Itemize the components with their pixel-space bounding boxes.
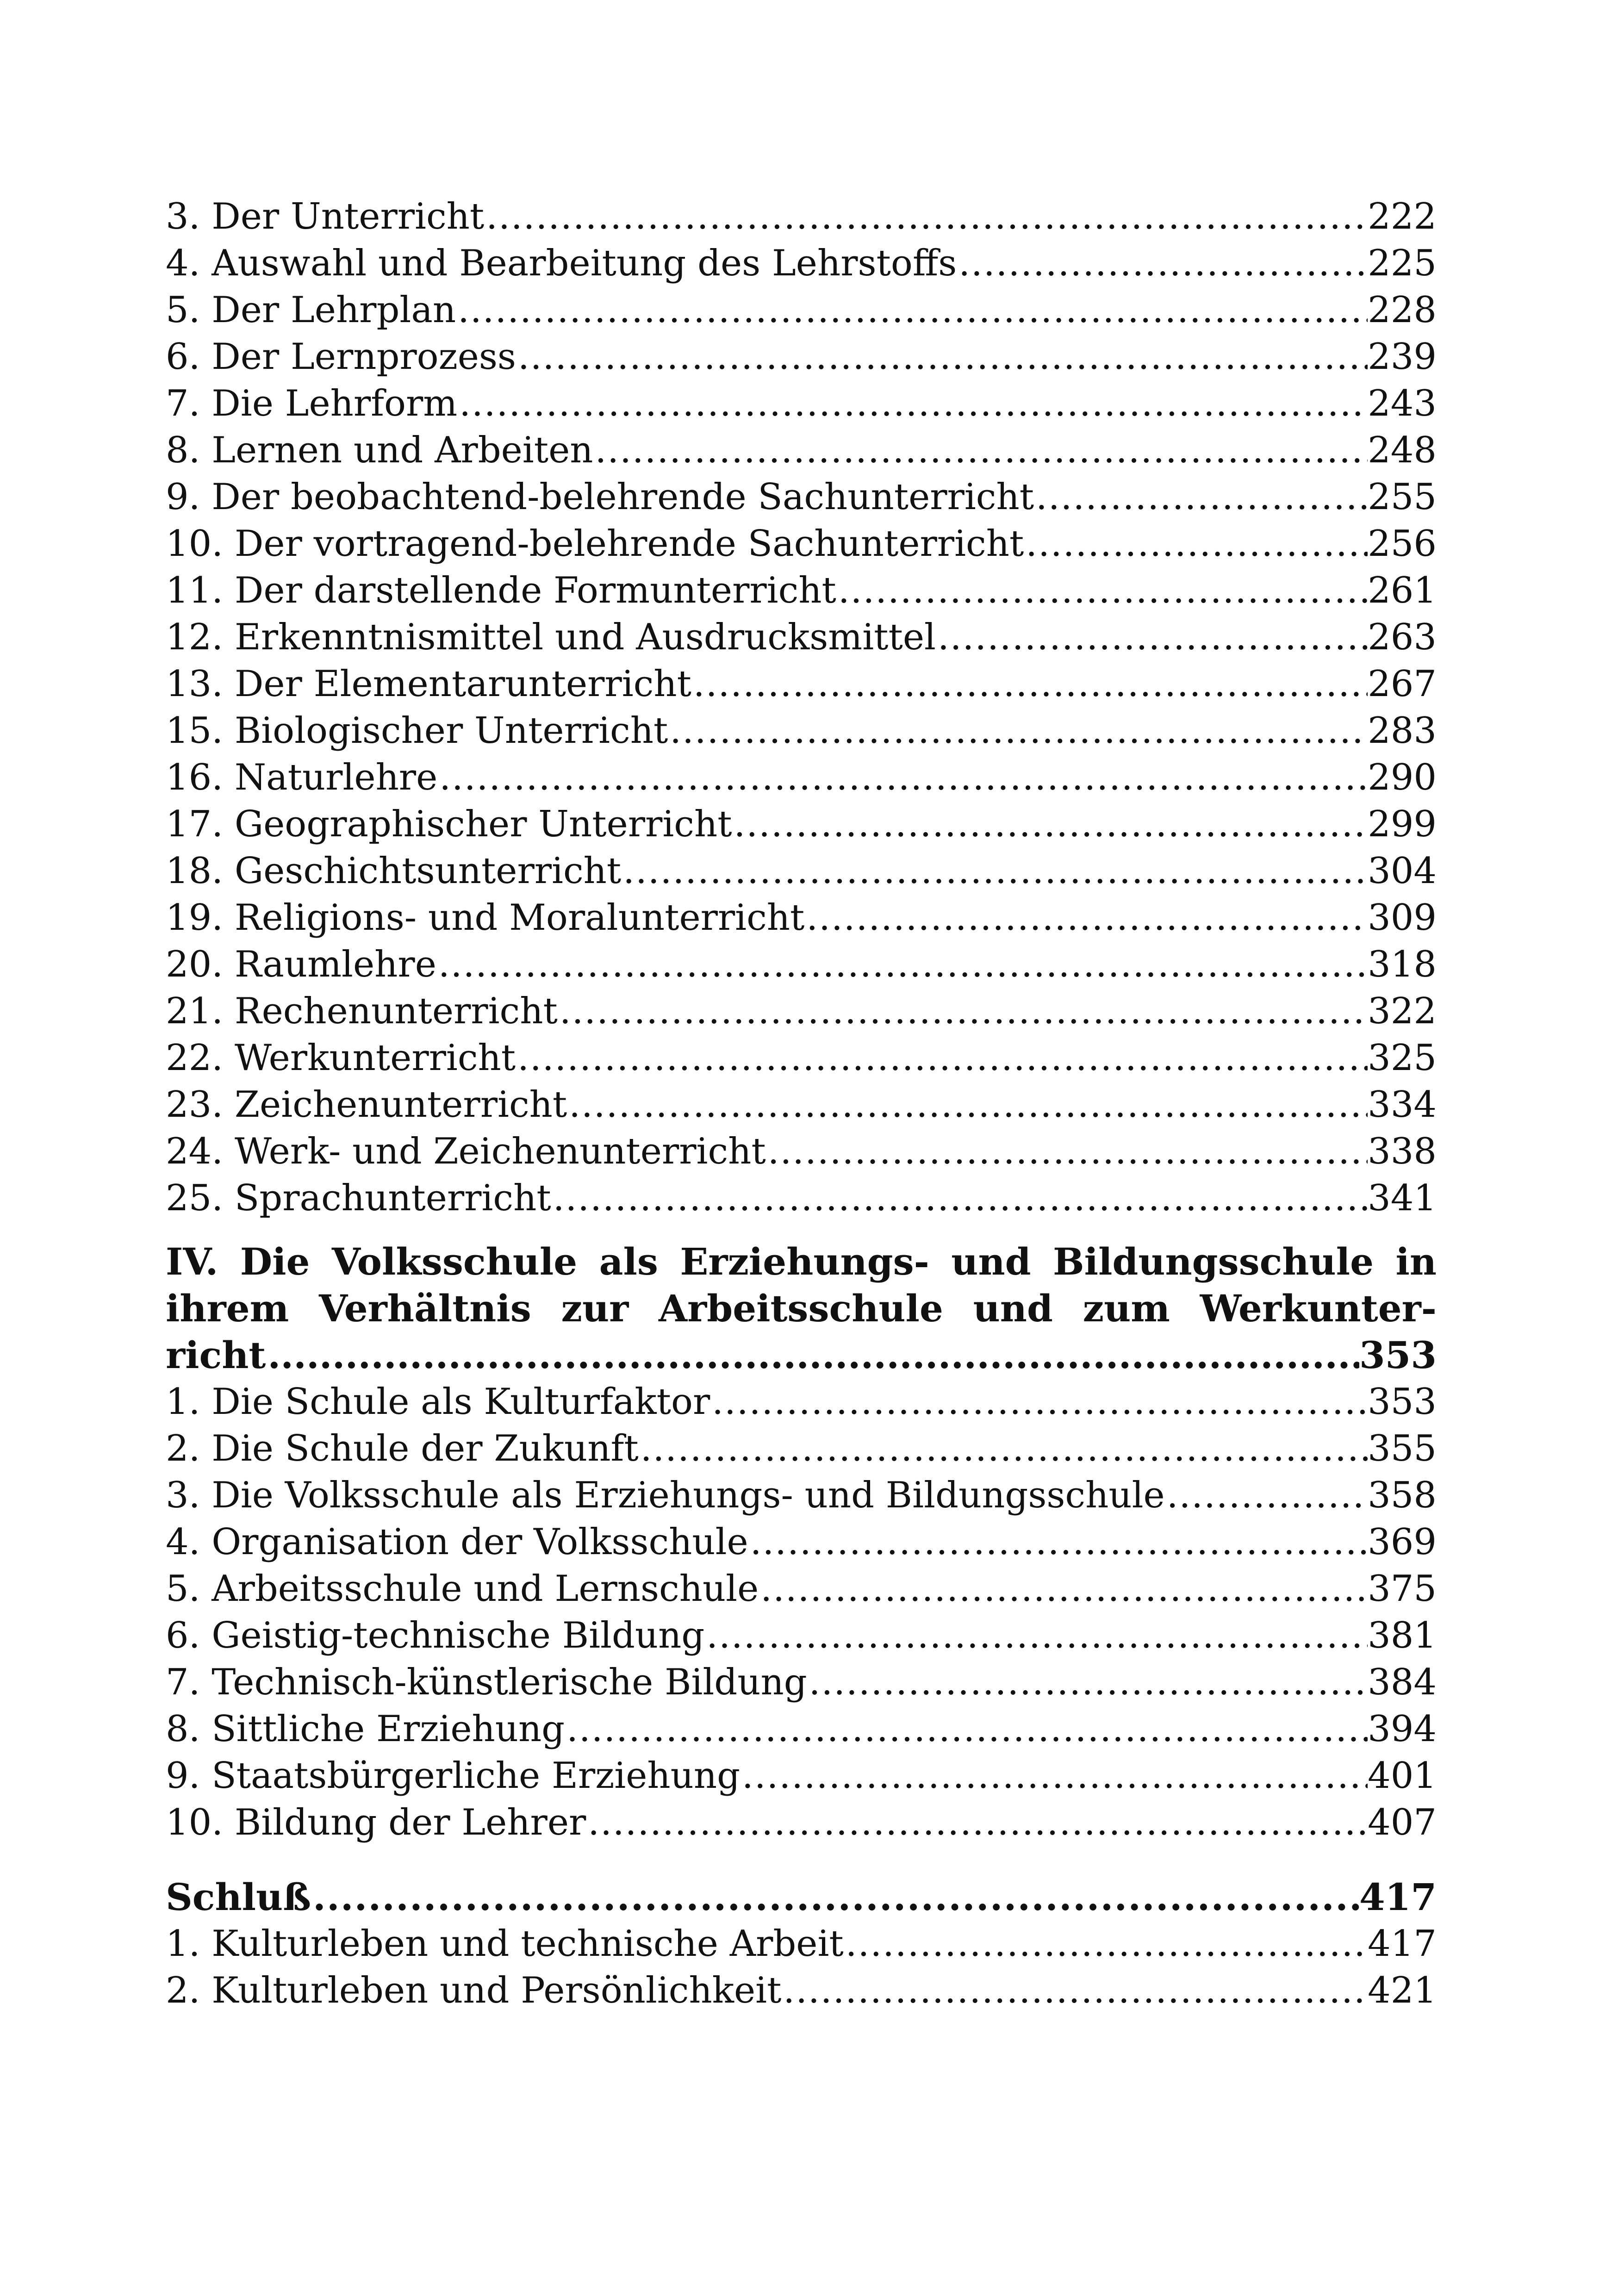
toc-entry-title: 16. Naturlehre [166, 757, 438, 798]
dot-leader [836, 567, 1368, 614]
toc-entry-page-number: 243 [1368, 383, 1437, 424]
toc-entry-title: 5. Der Lehrplan [166, 289, 456, 331]
toc-entry-title: 10. Der vortragend-belehrende Sachunterricht [166, 523, 1024, 565]
toc-entry-title: 2. Die Schule der Zukunft [166, 1428, 639, 1469]
dot-leader [844, 1921, 1368, 1967]
toc-entry-page-number: 309 [1368, 897, 1437, 939]
toc-entry [166, 521, 1437, 567]
toc-entry-title: 7. Die Lehrform [166, 383, 458, 424]
schluss-entries [166, 1921, 1437, 2014]
toc-entry [166, 1035, 1437, 1082]
dot-leader [804, 895, 1368, 941]
toc-entry-title: 2. Kulturleben und Persönlichkeit [166, 1970, 782, 2011]
dot-leader [565, 1706, 1368, 1753]
toc-entry [166, 1921, 1437, 1967]
toc-entry-page-number: 248 [1368, 429, 1437, 471]
dot-leader [710, 1379, 1368, 1425]
dot-leader [436, 941, 1368, 988]
toc-entry-page-number: 225 [1368, 243, 1437, 284]
toc-entry-page-number: 325 [1368, 1037, 1437, 1079]
toc-entry-title: 15. Biologischer Unterricht [166, 710, 668, 752]
toc-entry [166, 474, 1437, 521]
part-iii-entries [166, 193, 1437, 1222]
toc-entry-page-number: 358 [1368, 1475, 1437, 1516]
dot-leader [740, 1753, 1368, 1799]
toc-entry-title: 5. Arbeitsschule und Lernschule [166, 1568, 759, 1610]
toc-entry-title: 18. Geschichtsunterricht [166, 850, 622, 892]
toc-entry [166, 1519, 1437, 1566]
toc-entry [166, 708, 1437, 754]
toc-entry-page-number: 299 [1368, 803, 1437, 845]
dot-leader [516, 1035, 1368, 1082]
toc-entry-title: 3. Die Volksschule als Erziehungs- und Bildungsschule [166, 1475, 1165, 1516]
toc-entry-title: 1. Die Schule als Kulturfaktor [166, 1381, 710, 1423]
dot-leader [1024, 521, 1368, 567]
toc-entry-page-number: 239 [1368, 336, 1437, 378]
part-iv-entries [166, 1379, 1437, 1846]
toc-entry-page-number: 256 [1368, 523, 1437, 565]
toc-entry [166, 427, 1437, 474]
dot-leader [567, 1082, 1368, 1128]
part-iv-heading-line-1: IV. Die Volksschule als Erziehungs- und Bildungsschule in [166, 1240, 1437, 1283]
toc-entry [166, 1659, 1437, 1706]
toc-entry-page-number: 369 [1368, 1521, 1437, 1563]
part-iv-heading [166, 1238, 1437, 1379]
part-iv-heading-line-3 [166, 1332, 1437, 1379]
toc-entry-page-number: 228 [1368, 289, 1437, 331]
dot-leader [456, 287, 1368, 334]
toc-entry-page-number: 283 [1368, 710, 1437, 752]
table-of-contents [166, 193, 1437, 2014]
dot-leader [639, 1425, 1368, 1472]
toc-entry-page-number: 375 [1368, 1568, 1437, 1610]
toc-entry [166, 193, 1437, 240]
toc-entry-title: 6. Geistig-technische Bildung [166, 1615, 705, 1656]
toc-entry-title: 19. Religions- und Moralunterricht [166, 897, 805, 939]
toc-entry-page-number: 304 [1368, 850, 1437, 892]
toc-entry-page-number: 341 [1368, 1177, 1437, 1219]
toc-entry [166, 1612, 1437, 1659]
dot-leader [437, 754, 1368, 801]
dot-leader [807, 1659, 1368, 1706]
dot-leader [732, 801, 1368, 848]
toc-entry-title: 6. Der Lernprozess [166, 336, 516, 378]
toc-entry [166, 1175, 1437, 1222]
toc-entry [166, 240, 1437, 287]
toc-entry [166, 334, 1437, 380]
toc-entry [166, 941, 1437, 988]
toc-entry-title: 13. Der Elementarunterricht [166, 663, 691, 705]
toc-entry-page-number: 401 [1368, 1755, 1437, 1797]
toc-entry [166, 567, 1437, 614]
dot-leader [936, 614, 1368, 661]
toc-entry [166, 1472, 1437, 1519]
toc-entry-page-number: 394 [1368, 1708, 1437, 1750]
dot-leader [266, 1332, 1359, 1379]
toc-entry [166, 1967, 1437, 2014]
toc-entry-title: 17. Geographischer Unterricht [166, 803, 732, 845]
toc-entry [166, 895, 1437, 941]
dot-leader [593, 427, 1368, 474]
dot-leader [484, 193, 1368, 240]
toc-entry-title: 10. Bildung der Lehrer [166, 1802, 586, 1843]
schluss-heading [166, 1874, 1437, 1921]
dot-leader [516, 334, 1368, 380]
toc-entry-title: 21. Rechenunterricht [166, 990, 558, 1032]
dot-leader [621, 848, 1368, 895]
toc-entry-title: 8. Sittliche Erziehung [166, 1708, 565, 1750]
toc-entry-page-number: 381 [1368, 1615, 1437, 1656]
toc-entry-title: 9. Staatsbürgerliche Erziehung [166, 1755, 741, 1797]
toc-entry-page-number: 290 [1368, 757, 1437, 798]
dot-leader [781, 1967, 1368, 2014]
dot-leader [704, 1612, 1368, 1659]
schluss-title: Schluß [166, 1875, 311, 1919]
toc-entry-title: 23. Zeichenunterricht [166, 1084, 567, 1126]
dot-leader [668, 708, 1368, 754]
dot-leader [311, 1874, 1359, 1921]
toc-entry-page-number: 322 [1368, 990, 1437, 1032]
toc-entry-page-number: 407 [1368, 1802, 1437, 1843]
toc-entry [166, 614, 1437, 661]
dot-leader [759, 1566, 1368, 1612]
toc-entry-page-number: 338 [1368, 1131, 1437, 1172]
toc-entry [166, 1128, 1437, 1175]
schluss-page-number: 417 [1359, 1875, 1437, 1919]
toc-entry [166, 1425, 1437, 1472]
toc-entry [166, 848, 1437, 895]
toc-entry [166, 1082, 1437, 1128]
toc-entry-page-number: 421 [1368, 1970, 1437, 2011]
toc-entry-page-number: 318 [1368, 944, 1437, 985]
dot-leader [766, 1128, 1368, 1175]
dot-leader [457, 380, 1368, 427]
toc-entry [166, 1379, 1437, 1425]
toc-entry-page-number: 417 [1368, 1923, 1437, 1965]
dot-leader [1034, 474, 1368, 521]
toc-entry-title: 8. Lernen und Arbeiten [166, 429, 593, 471]
toc-entry [166, 801, 1437, 848]
dot-leader [586, 1799, 1368, 1846]
toc-entry-page-number: 355 [1368, 1428, 1437, 1469]
toc-entry-title: 25. Sprachunterricht [166, 1177, 551, 1219]
toc-entry-page-number: 263 [1368, 616, 1437, 658]
toc-entry-title: 12. Erkenntnismittel und Ausdrucksmittel [166, 616, 936, 658]
toc-entry-title: 4. Organisation der Volksschule [166, 1521, 748, 1563]
part-iv-page-number: 353 [1359, 1333, 1437, 1377]
toc-entry [166, 1753, 1437, 1799]
toc-entry-title: 7. Technisch-künstlerische Bildung [166, 1661, 807, 1703]
dot-leader [558, 988, 1368, 1035]
toc-entry [166, 754, 1437, 801]
toc-entry [166, 1799, 1437, 1846]
dot-leader [1165, 1472, 1368, 1519]
toc-entry-title: 24. Werk- und Zeichenunterricht [166, 1131, 766, 1172]
toc-entry-title: 11. Der darstellende Formunterricht [166, 570, 836, 611]
toc-entry-page-number: 334 [1368, 1084, 1437, 1126]
toc-entry-page-number: 255 [1368, 476, 1437, 518]
part-iv-heading-last-word: richt [166, 1333, 266, 1377]
toc-entry [166, 1706, 1437, 1753]
toc-entry-title: 4. Auswahl und Bearbeitung des Lehrstoffs [166, 243, 957, 284]
toc-entry-title: 9. Der beobachtend-belehrende Sachunterricht [166, 476, 1034, 518]
dot-leader [748, 1519, 1368, 1566]
part-iv-heading-line-2: ihrem Verhältnis zur Arbeitsschule und zum Werkunter- [166, 1287, 1437, 1330]
dot-leader [691, 661, 1368, 708]
toc-entry-title: 1. Kulturleben und technische Arbeit [166, 1923, 844, 1965]
toc-entry-title: 20. Raumlehre [166, 944, 436, 985]
toc-entry-title: 22. Werkunterricht [166, 1037, 516, 1079]
toc-entry [166, 380, 1437, 427]
toc-entry [166, 1566, 1437, 1612]
toc-entry-page-number: 222 [1368, 196, 1437, 237]
dot-leader [551, 1175, 1368, 1222]
toc-entry-page-number: 353 [1368, 1381, 1437, 1423]
toc-entry-page-number: 261 [1368, 570, 1437, 611]
toc-entry-title: 3. Der Unterricht [166, 196, 485, 237]
toc-entry-page-number: 267 [1368, 663, 1437, 705]
dot-leader [957, 240, 1368, 287]
toc-entry [166, 988, 1437, 1035]
toc-entry [166, 661, 1437, 708]
toc-entry-page-number: 384 [1368, 1661, 1437, 1703]
toc-entry [166, 287, 1437, 334]
